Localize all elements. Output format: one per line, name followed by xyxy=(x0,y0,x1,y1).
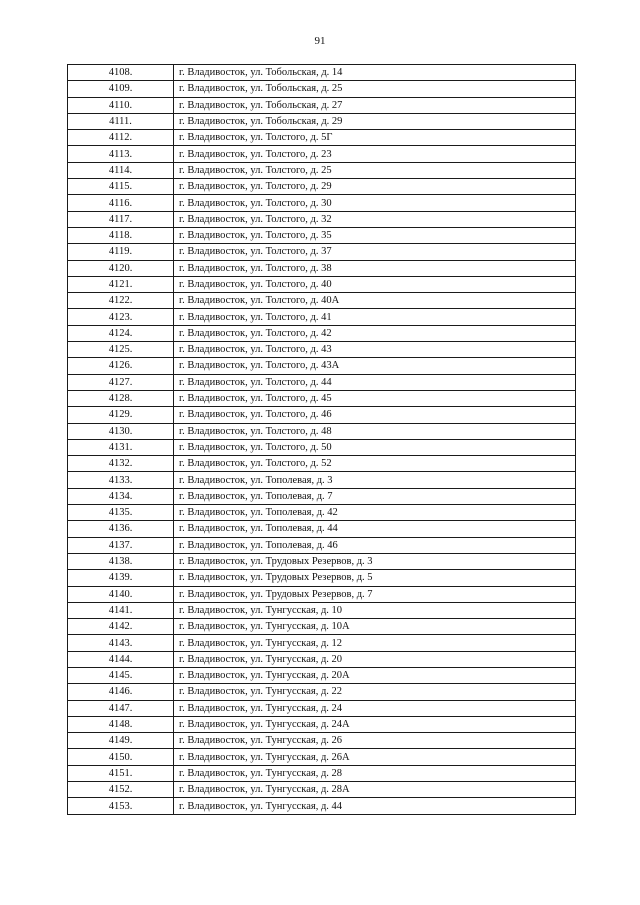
row-number: 4121. xyxy=(68,276,174,292)
table-row xyxy=(68,570,576,586)
row-address: г. Владивосток, ул. Тополевая, д. 42 xyxy=(174,505,576,521)
row-number: 4143. xyxy=(68,635,174,651)
row-number: 4112. xyxy=(68,130,174,146)
row-address: г. Владивосток, ул. Толстого, д. 42 xyxy=(174,325,576,341)
row-address: г. Владивосток, ул. Толстого, д. 48 xyxy=(174,423,576,439)
row-address: г. Владивосток, ул. Толстого, д. 50 xyxy=(174,439,576,455)
table-row xyxy=(68,276,576,292)
row-address: г. Владивосток, ул. Тунгусская, д. 20А xyxy=(174,667,576,683)
row-address: г. Владивосток, ул. Тунгусская, д. 20 xyxy=(174,651,576,667)
row-address: г. Владивосток, ул. Толстого, д. 25 xyxy=(174,162,576,178)
row-number: 4115. xyxy=(68,179,174,195)
table-row xyxy=(68,472,576,488)
row-address: г. Владивосток, ул. Тополевая, д. 3 xyxy=(174,472,576,488)
row-number: 4147. xyxy=(68,700,174,716)
table-row xyxy=(68,521,576,537)
table-row xyxy=(68,374,576,390)
row-number: 4137. xyxy=(68,537,174,553)
row-number: 4144. xyxy=(68,651,174,667)
table-row xyxy=(68,537,576,553)
table-row xyxy=(68,765,576,781)
row-address: г. Владивосток, ул. Тобольская, д. 25 xyxy=(174,81,576,97)
row-address: г. Владивосток, ул. Толстого, д. 30 xyxy=(174,195,576,211)
row-number: 4124. xyxy=(68,325,174,341)
table-row xyxy=(68,716,576,732)
row-address: г. Владивосток, ул. Тобольская, д. 14 xyxy=(174,65,576,81)
row-address: г. Владивосток, ул. Толстого, д. 38 xyxy=(174,260,576,276)
table-row xyxy=(68,505,576,521)
row-number: 4123. xyxy=(68,309,174,325)
row-number: 4152. xyxy=(68,782,174,798)
table-row xyxy=(68,407,576,423)
row-address: г. Владивосток, ул. Трудовых Резервов, д. 5 xyxy=(174,570,576,586)
row-number: 4138. xyxy=(68,553,174,569)
row-address: г. Владивосток, ул. Толстого, д. 35 xyxy=(174,227,576,243)
table-row xyxy=(68,325,576,341)
row-number: 4142. xyxy=(68,619,174,635)
row-address: г. Владивосток, ул. Тунгусская, д. 24 xyxy=(174,700,576,716)
row-address: г. Владивосток, ул. Толстого, д. 46 xyxy=(174,407,576,423)
row-address: г. Владивосток, ул. Толстого, д. 43А xyxy=(174,358,576,374)
row-address: г. Владивосток, ул. Толстого, д. 23 xyxy=(174,146,576,162)
table-row xyxy=(68,635,576,651)
table-row xyxy=(68,179,576,195)
row-address: г. Владивосток, ул. Толстого, д. 45 xyxy=(174,390,576,406)
table-row xyxy=(68,586,576,602)
row-address: г. Владивосток, ул. Тунгусская, д. 44 xyxy=(174,798,576,814)
row-number: 4135. xyxy=(68,505,174,521)
row-number: 4145. xyxy=(68,667,174,683)
row-number: 4114. xyxy=(68,162,174,178)
row-number: 4146. xyxy=(68,684,174,700)
row-number: 4120. xyxy=(68,260,174,276)
table-row xyxy=(68,162,576,178)
table-row xyxy=(68,667,576,683)
row-number: 4113. xyxy=(68,146,174,162)
table-row xyxy=(68,65,576,81)
row-number: 4111. xyxy=(68,113,174,129)
row-address: г. Владивосток, ул. Трудовых Резервов, д. 3 xyxy=(174,553,576,569)
row-number: 4125. xyxy=(68,342,174,358)
table-row xyxy=(68,749,576,765)
address-table xyxy=(67,64,576,815)
row-number: 4130. xyxy=(68,423,174,439)
page-number: 91 xyxy=(314,35,326,47)
row-number: 4117. xyxy=(68,211,174,227)
row-address: г. Владивосток, ул. Тунгусская, д. 28А xyxy=(174,782,576,798)
table-row xyxy=(68,733,576,749)
row-address: г. Владивосток, ул. Тунгусская, д. 26А xyxy=(174,749,576,765)
row-number: 4153. xyxy=(68,798,174,814)
row-number: 4150. xyxy=(68,749,174,765)
row-number: 4127. xyxy=(68,374,174,390)
row-number: 4136. xyxy=(68,521,174,537)
row-number: 4139. xyxy=(68,570,174,586)
table-row xyxy=(68,488,576,504)
table-row xyxy=(68,553,576,569)
row-number: 4129. xyxy=(68,407,174,423)
row-number: 4133. xyxy=(68,472,174,488)
table-row xyxy=(68,293,576,309)
row-address: г. Владивосток, ул. Толстого, д. 40 xyxy=(174,276,576,292)
row-address: г. Владивосток, ул. Трудовых Резервов, д. 7 xyxy=(174,586,576,602)
table-row xyxy=(68,423,576,439)
table-row xyxy=(68,113,576,129)
table-row xyxy=(68,700,576,716)
table-row xyxy=(68,244,576,260)
row-address: г. Владивосток, ул. Тополевая, д. 44 xyxy=(174,521,576,537)
table-row xyxy=(68,195,576,211)
row-number: 4134. xyxy=(68,488,174,504)
table-row xyxy=(68,227,576,243)
row-number: 4132. xyxy=(68,456,174,472)
table-row xyxy=(68,130,576,146)
table-row xyxy=(68,456,576,472)
row-address: г. Владивосток, ул. Тунгусская, д. 12 xyxy=(174,635,576,651)
table-row xyxy=(68,97,576,113)
table-row xyxy=(68,260,576,276)
row-number: 4141. xyxy=(68,602,174,618)
row-address: г. Владивосток, ул. Тунгусская, д. 10А xyxy=(174,619,576,635)
row-address: г. Владивосток, ул. Толстого, д. 52 xyxy=(174,456,576,472)
table-row xyxy=(68,782,576,798)
row-number: 4140. xyxy=(68,586,174,602)
table-row xyxy=(68,211,576,227)
row-number: 4116. xyxy=(68,195,174,211)
table-row xyxy=(68,309,576,325)
table-row xyxy=(68,602,576,618)
row-number: 4149. xyxy=(68,733,174,749)
row-address: г. Владивосток, ул. Толстого, д. 40А xyxy=(174,293,576,309)
row-address: г. Владивосток, ул. Тобольская, д. 29 xyxy=(174,113,576,129)
row-address: г. Владивосток, ул. Толстого, д. 43 xyxy=(174,342,576,358)
row-address: г. Владивосток, ул. Тунгусская, д. 10 xyxy=(174,602,576,618)
row-number: 4119. xyxy=(68,244,174,260)
row-address: г. Владивосток, ул. Толстого, д. 41 xyxy=(174,309,576,325)
row-address: г. Владивосток, ул. Тунгусская, д. 28 xyxy=(174,765,576,781)
table-row xyxy=(68,146,576,162)
row-number: 4118. xyxy=(68,227,174,243)
table-row xyxy=(68,439,576,455)
row-number: 4126. xyxy=(68,358,174,374)
row-number: 4148. xyxy=(68,716,174,732)
row-address: г. Владивосток, ул. Тобольская, д. 27 xyxy=(174,97,576,113)
row-number: 4109. xyxy=(68,81,174,97)
table-row xyxy=(68,81,576,97)
row-number: 4122. xyxy=(68,293,174,309)
row-address: г. Владивосток, ул. Толстого, д. 29 xyxy=(174,179,576,195)
table-row xyxy=(68,390,576,406)
row-address: г. Владивосток, ул. Тополевая, д. 7 xyxy=(174,488,576,504)
row-number: 4128. xyxy=(68,390,174,406)
table-row xyxy=(68,684,576,700)
table-row xyxy=(68,358,576,374)
table-row xyxy=(68,342,576,358)
row-address: г. Владивосток, ул. Тунгусская, д. 24А xyxy=(174,716,576,732)
row-address: г. Владивосток, ул. Толстого, д. 5Г xyxy=(174,130,576,146)
table-row xyxy=(68,798,576,814)
row-address: г. Владивосток, ул. Тунгусская, д. 26 xyxy=(174,733,576,749)
row-address: г. Владивосток, ул. Толстого, д. 44 xyxy=(174,374,576,390)
row-number: 4110. xyxy=(68,97,174,113)
row-address: г. Владивосток, ул. Тунгусская, д. 22 xyxy=(174,684,576,700)
row-address: г. Владивосток, ул. Тополевая, д. 46 xyxy=(174,537,576,553)
table-row xyxy=(68,651,576,667)
row-number: 4131. xyxy=(68,439,174,455)
row-number: 4108. xyxy=(68,65,174,81)
row-address: г. Владивосток, ул. Толстого, д. 32 xyxy=(174,211,576,227)
address-table-body xyxy=(68,65,576,815)
row-address: г. Владивосток, ул. Толстого, д. 37 xyxy=(174,244,576,260)
row-number: 4151. xyxy=(68,765,174,781)
table-row xyxy=(68,619,576,635)
